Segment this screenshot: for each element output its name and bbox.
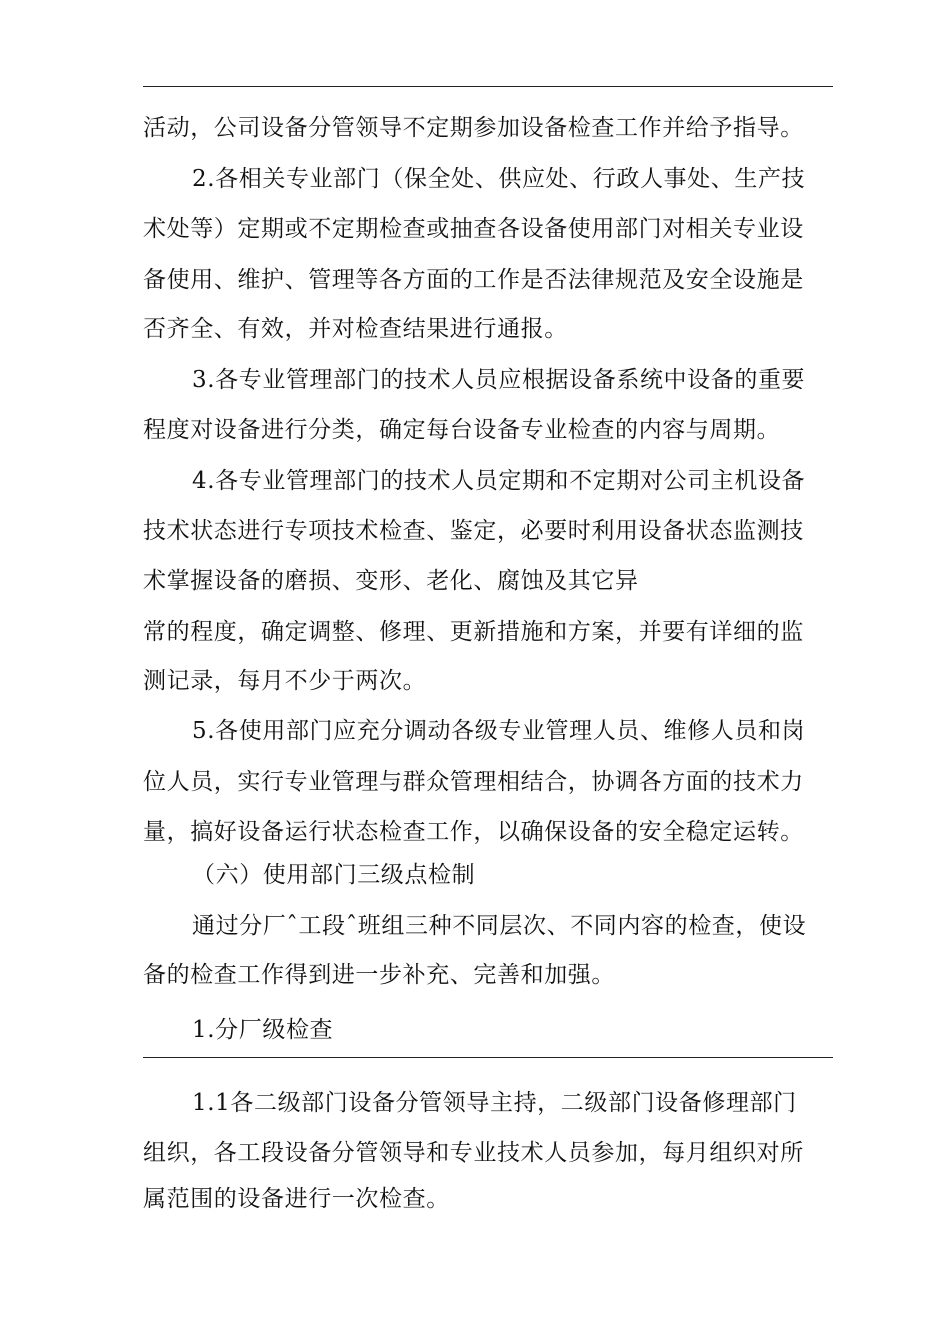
text-line: 组织，各工段设备分管领导和专业技术人员参加，每月组织对所 [143,1140,804,1166]
top-rule [143,86,833,87]
middle-rule [143,1057,833,1058]
text-line: 备的检查工作得到进一步补充、完善和加强。 [143,962,615,988]
text-line: 4.各专业管理部门的技术人员定期和不定期对公司主机设备 [192,468,806,494]
text-line: 通过分厂ˆ工段ˆ班组三种不同层次、不同内容的检查，使设 [192,913,807,939]
text-line: 备使用、维护、管理等各方面的工作是否法律规范及安全设施是 [143,267,804,293]
subsection-heading: 1.分厂级检查 [192,1017,334,1043]
text-line: 程度对设备进行分类，确定每台设备专业检查的内容与周期。 [143,417,781,443]
text-line: 测记录，每月不少于两次。 [143,668,427,694]
text-line: 活动，公司设备分管领导不定期参加设备检查工作并给予指导。 [143,115,804,141]
section-heading: （六）使用部门三级点检制 [192,862,476,888]
text-line: 常的程度，确定调整、修理、更新措施和方案，并要有详细的监 [143,619,804,645]
text-line: 3.各专业管理部门的技术人员应根据设备系统中设备的重要 [192,367,806,393]
text-line: 技术状态进行专项技术检查、鉴定，必要时利用设备状态监测技 [143,518,804,544]
text-line: 属范围的设备进行一次检查。 [143,1186,450,1212]
text-line: 2.各相关专业部门（保全处、供应处、行政人事处、生产技 [192,166,806,192]
text-line: 位人员，实行专业管理与群众管理相结合，协调各方面的技术力 [143,769,804,795]
text-line: 1.1各二级部门设备分管领导主持，二级部门设备修理部门 [192,1090,797,1116]
text-line: 量，搞好设备运行状态检查工作，以确保设备的安全稳定运转。 [143,819,804,845]
text-line: 术掌握设备的磨损、变形、老化、腐蚀及其它异 [143,568,639,594]
text-line: 否齐全、有效，并对检查结果进行通报。 [143,316,568,342]
text-line: 5.各使用部门应充分调动各级专业管理人员、维修人员和岗 [192,718,806,744]
text-line: 术处等）定期或不定期检查或抽查各设备使用部门对相关专业设 [143,216,804,242]
